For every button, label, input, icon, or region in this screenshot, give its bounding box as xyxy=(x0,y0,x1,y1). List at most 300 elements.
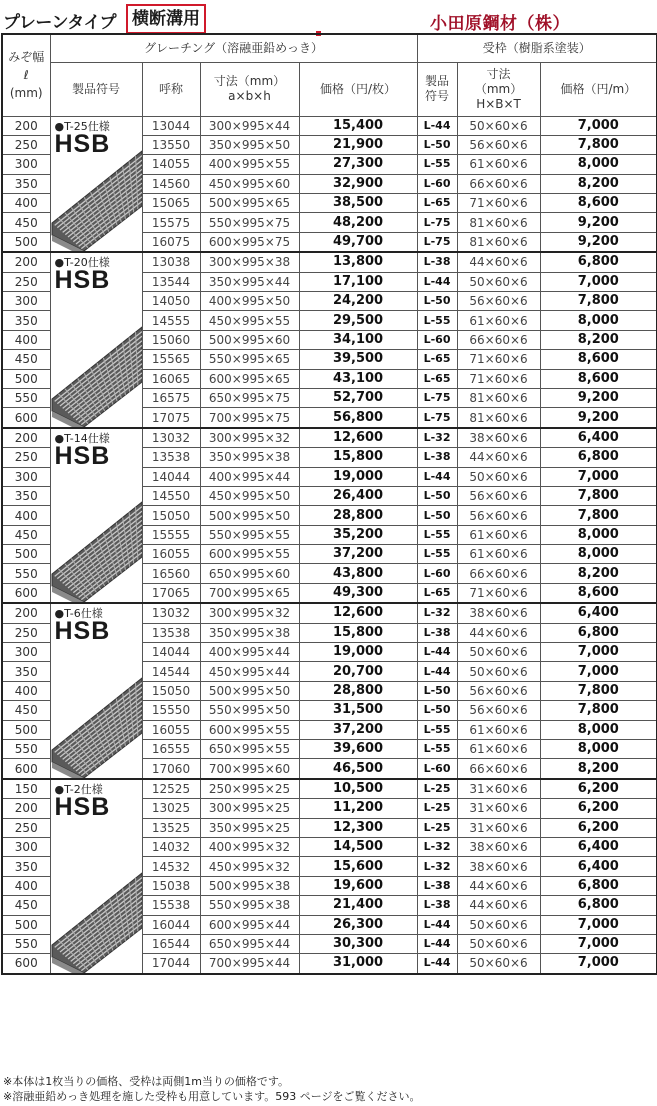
frame-code-cell: L-44 xyxy=(417,954,457,974)
width-cell: 350 xyxy=(2,311,50,330)
price-cell: 15,600 xyxy=(299,857,417,876)
dimensions-cell: 450×995×32 xyxy=(200,857,299,876)
price-cell: 32,900 xyxy=(299,174,417,193)
frame-price-cell: 7,800 xyxy=(540,681,657,700)
frame-dimensions-cell: 44×60×6 xyxy=(457,896,540,915)
dimensions-cell: 300×995×44 xyxy=(200,116,299,135)
frame-code-cell: L-65 xyxy=(417,583,457,603)
frame-code-cell: L-55 xyxy=(417,525,457,544)
col-header-product-code: 製品符号 xyxy=(50,62,142,116)
frame-price-cell: 6,800 xyxy=(540,448,657,467)
width-cell: 600 xyxy=(2,954,50,974)
frame-dimensions-cell: 71×60×6 xyxy=(457,369,540,388)
frame-dimensions-cell: 66×60×6 xyxy=(457,759,540,779)
nominal-cell: 15550 xyxy=(142,701,200,720)
frame-price-cell: 7,800 xyxy=(540,292,657,311)
frame-dimensions-cell: 44×60×6 xyxy=(457,876,540,895)
frame-code-cell: L-38 xyxy=(417,876,457,895)
price-cell: 48,200 xyxy=(299,213,417,232)
width-cell: 450 xyxy=(2,896,50,915)
frame-price-cell: 6,400 xyxy=(540,837,657,856)
nominal-cell: 13025 xyxy=(142,799,200,818)
dimensions-cell: 400×995×32 xyxy=(200,837,299,856)
dimensions-cell: 700×995×60 xyxy=(200,759,299,779)
price-cell: 12,600 xyxy=(299,428,417,448)
dimensions-cell: 600×995×44 xyxy=(200,915,299,934)
grating-image-icon xyxy=(50,779,142,973)
frame-code-cell: L-38 xyxy=(417,623,457,642)
frame-code-cell: L-44 xyxy=(417,272,457,291)
dimensions-cell: 500×995×38 xyxy=(200,876,299,895)
width-cell: 350 xyxy=(2,486,50,505)
frame-dimensions-cell: 71×60×6 xyxy=(457,194,540,213)
nominal-cell: 15065 xyxy=(142,194,200,213)
dim-sub-label: a×b×h xyxy=(228,89,271,103)
frame-price-cell: 7,000 xyxy=(540,954,657,974)
frame-dimensions-cell: 56×60×6 xyxy=(457,506,540,525)
dimensions-cell: 650×995×75 xyxy=(200,388,299,407)
brand-label: HSB xyxy=(54,617,111,646)
dimensions-cell: 350×995×38 xyxy=(200,623,299,642)
dimensions-cell: 500×995×65 xyxy=(200,194,299,213)
frame-price-cell: 7,800 xyxy=(540,506,657,525)
grating-image-icon xyxy=(50,116,142,251)
table-body xyxy=(2,116,657,974)
col-header-nominal: 呼称 xyxy=(142,62,200,116)
frame-price-cell: 6,800 xyxy=(540,623,657,642)
brand-label: HSB xyxy=(54,266,111,295)
frame-code-cell: L-55 xyxy=(417,720,457,739)
width-cell: 200 xyxy=(2,252,50,272)
category-tag: 横断溝用 xyxy=(126,4,206,34)
width-cell: 200 xyxy=(2,428,50,448)
frame-code-cell: L-55 xyxy=(417,311,457,330)
frame-code-cell: L-25 xyxy=(417,799,457,818)
frame-price-cell: 8,000 xyxy=(540,545,657,564)
nominal-cell: 17075 xyxy=(142,408,200,428)
dimensions-cell: 400×995×44 xyxy=(200,643,299,662)
nominal-cell: 16055 xyxy=(142,720,200,739)
price-cell: 19,000 xyxy=(299,643,417,662)
frame-dimensions-cell: 50×60×6 xyxy=(457,662,540,681)
frame-code-cell: L-32 xyxy=(417,857,457,876)
width-cell: 250 xyxy=(2,448,50,467)
dimensions-cell: 400×995×50 xyxy=(200,292,299,311)
dimensions-cell: 550×995×75 xyxy=(200,213,299,232)
frame-price-cell: 7,000 xyxy=(540,643,657,662)
grating-image-icon xyxy=(50,252,142,427)
nominal-cell: 14544 xyxy=(142,662,200,681)
width-cell: 550 xyxy=(2,564,50,583)
frame-code-cell: L-55 xyxy=(417,545,457,564)
price-table xyxy=(1,33,657,975)
frame-dim-label: 寸法 xyxy=(486,66,511,81)
frame-price-cell: 7,800 xyxy=(540,135,657,154)
nominal-cell: 14555 xyxy=(142,311,200,330)
price-cell: 39,500 xyxy=(299,350,417,369)
nominal-cell: 14055 xyxy=(142,155,200,174)
width-cell: 200 xyxy=(2,603,50,623)
frame-dimensions-cell: 50×60×6 xyxy=(457,272,540,291)
frame-dim-sub-label: H×B×T xyxy=(476,96,521,111)
price-cell: 26,300 xyxy=(299,915,417,934)
dimensions-cell: 450×995×44 xyxy=(200,662,299,681)
price-cell: 28,800 xyxy=(299,506,417,525)
nominal-cell: 15060 xyxy=(142,330,200,349)
frame-code-cell: L-25 xyxy=(417,779,457,799)
frame-price-cell: 6,200 xyxy=(540,818,657,837)
nominal-cell: 15050 xyxy=(142,681,200,700)
frame-price-cell: 9,200 xyxy=(540,408,657,428)
nominal-cell: 16575 xyxy=(142,388,200,407)
frame-code-cell: L-50 xyxy=(417,292,457,311)
table-row xyxy=(2,779,657,799)
dimensions-cell: 400×995×44 xyxy=(200,467,299,486)
price-cell: 28,800 xyxy=(299,681,417,700)
frame-dimensions-cell: 61×60×6 xyxy=(457,720,540,739)
width-cell: 400 xyxy=(2,876,50,895)
price-cell: 38,500 xyxy=(299,194,417,213)
width-cell: 300 xyxy=(2,837,50,856)
nominal-cell: 13032 xyxy=(142,603,200,623)
frame-price-cell: 9,200 xyxy=(540,213,657,232)
frame-dimensions-cell: 44×60×6 xyxy=(457,448,540,467)
width-cell: 300 xyxy=(2,155,50,174)
dimensions-cell: 550×995×50 xyxy=(200,701,299,720)
nominal-cell: 14044 xyxy=(142,467,200,486)
price-cell: 15,800 xyxy=(299,623,417,642)
frame-dimensions-cell: 61×60×6 xyxy=(457,740,540,759)
price-cell: 27,300 xyxy=(299,155,417,174)
frame-price-cell: 6,400 xyxy=(540,857,657,876)
dimensions-cell: 250×995×25 xyxy=(200,779,299,799)
frame-code-cell: L-32 xyxy=(417,837,457,856)
dimensions-cell: 300×995×32 xyxy=(200,428,299,448)
width-cell: 300 xyxy=(2,292,50,311)
price-cell: 31,500 xyxy=(299,701,417,720)
width-cell: 250 xyxy=(2,818,50,837)
width-cell: 450 xyxy=(2,213,50,232)
frame-code-cell: L-60 xyxy=(417,174,457,193)
frame-dimensions-cell: 66×60×6 xyxy=(457,330,540,349)
dimensions-cell: 600×995×65 xyxy=(200,369,299,388)
width-cell: 400 xyxy=(2,681,50,700)
frame-dim-unit: （mm） xyxy=(474,81,523,96)
frame-dimensions-cell: 50×60×6 xyxy=(457,934,540,953)
nominal-cell: 17060 xyxy=(142,759,200,779)
dimensions-cell: 350×995×38 xyxy=(200,448,299,467)
frame-code-cell: L-60 xyxy=(417,330,457,349)
nominal-cell: 14550 xyxy=(142,486,200,505)
nominal-cell: 12525 xyxy=(142,779,200,799)
nominal-cell: 13538 xyxy=(142,623,200,642)
frame-price-cell: 8,200 xyxy=(540,564,657,583)
frame-dimensions-cell: 61×60×6 xyxy=(457,311,540,330)
price-cell: 56,800 xyxy=(299,408,417,428)
width-cell: 450 xyxy=(2,701,50,720)
width-cell: 250 xyxy=(2,135,50,154)
price-cell: 52,700 xyxy=(299,388,417,407)
nominal-cell: 13525 xyxy=(142,818,200,837)
width-cell: 550 xyxy=(2,934,50,953)
dimensions-cell: 300×995×25 xyxy=(200,799,299,818)
group-header-frame: 受枠（樹脂系塗装） xyxy=(417,34,657,62)
col-header-width: みぞ幅 ℓ (mm) xyxy=(2,34,50,116)
frame-code-cell: L-75 xyxy=(417,388,457,407)
spec-label: ●T-2仕様 xyxy=(54,782,103,796)
nominal-cell: 13538 xyxy=(142,448,200,467)
frame-price-cell: 9,200 xyxy=(540,388,657,407)
width-cell: 350 xyxy=(2,662,50,681)
price-cell: 49,300 xyxy=(299,583,417,603)
frame-code-cell: L-55 xyxy=(417,740,457,759)
brand-label: HSB xyxy=(54,792,111,821)
width-cell: 300 xyxy=(2,643,50,662)
price-cell: 19,000 xyxy=(299,467,417,486)
dimensions-cell: 550×995×65 xyxy=(200,350,299,369)
price-cell: 15,800 xyxy=(299,448,417,467)
frame-code-cell: L-50 xyxy=(417,486,457,505)
width-cell: 150 xyxy=(2,779,50,799)
frame-code-cell: L-50 xyxy=(417,135,457,154)
price-cell: 24,200 xyxy=(299,292,417,311)
frame-dimensions-cell: 66×60×6 xyxy=(457,174,540,193)
frame-code-cell: L-32 xyxy=(417,603,457,623)
frame-dimensions-cell: 81×60×6 xyxy=(457,388,540,407)
nominal-cell: 14050 xyxy=(142,292,200,311)
frame-code-cell: L-55 xyxy=(417,155,457,174)
frame-price-cell: 8,200 xyxy=(540,174,657,193)
nominal-cell: 13544 xyxy=(142,272,200,291)
dimensions-cell: 500×995×60 xyxy=(200,330,299,349)
dimensions-cell: 600×995×55 xyxy=(200,720,299,739)
frame-dimensions-cell: 61×60×6 xyxy=(457,545,540,564)
width-cell: 450 xyxy=(2,350,50,369)
frame-dimensions-cell: 71×60×6 xyxy=(457,350,540,369)
frame-dimensions-cell: 66×60×6 xyxy=(457,564,540,583)
nominal-cell: 16075 xyxy=(142,232,200,252)
width-cell: 600 xyxy=(2,408,50,428)
frame-price-cell: 6,800 xyxy=(540,252,657,272)
table-row xyxy=(2,603,657,623)
frame-price-cell: 8,600 xyxy=(540,194,657,213)
frame-price-cell: 7,000 xyxy=(540,116,657,135)
width-cell: 500 xyxy=(2,545,50,564)
nominal-cell: 15565 xyxy=(142,350,200,369)
frame-code-cell: L-65 xyxy=(417,194,457,213)
footnote: ※本体は1枚当りの価格、受枠は両側1m当りの価格です。 xyxy=(3,1075,290,1088)
dimensions-cell: 550×995×38 xyxy=(200,896,299,915)
frame-price-cell: 7,000 xyxy=(540,272,657,291)
frame-code-cell: L-44 xyxy=(417,467,457,486)
price-cell: 29,500 xyxy=(299,311,417,330)
price-cell: 34,100 xyxy=(299,330,417,349)
price-cell: 37,200 xyxy=(299,720,417,739)
width-cell: 350 xyxy=(2,174,50,193)
width-cell: 500 xyxy=(2,232,50,252)
price-cell: 31,000 xyxy=(299,954,417,974)
width-cell: 500 xyxy=(2,915,50,934)
width-cell: 400 xyxy=(2,506,50,525)
frame-price-cell: 8,600 xyxy=(540,583,657,603)
frame-code-cell: L-38 xyxy=(417,252,457,272)
table-row xyxy=(2,252,657,272)
frame-price-cell: 6,200 xyxy=(540,779,657,799)
frame-code-cell: L-25 xyxy=(417,818,457,837)
frame-dimensions-cell: 50×60×6 xyxy=(457,116,540,135)
nominal-cell: 13550 xyxy=(142,135,200,154)
frame-code-cell: L-44 xyxy=(417,643,457,662)
nominal-cell: 13032 xyxy=(142,428,200,448)
price-cell: 37,200 xyxy=(299,545,417,564)
width-cell: 600 xyxy=(2,583,50,603)
dimensions-cell: 500×995×50 xyxy=(200,681,299,700)
product-image-cell xyxy=(50,779,142,974)
frame-code-cell: L-32 xyxy=(417,428,457,448)
nominal-cell: 14532 xyxy=(142,857,200,876)
width-cell: 550 xyxy=(2,740,50,759)
frame-price-cell: 6,400 xyxy=(540,428,657,448)
nominal-cell: 16544 xyxy=(142,934,200,953)
width-cell: 400 xyxy=(2,330,50,349)
dimensions-cell: 400×995×55 xyxy=(200,155,299,174)
nominal-cell: 16555 xyxy=(142,740,200,759)
nominal-cell: 13038 xyxy=(142,252,200,272)
spec-label: ●T-20仕様 xyxy=(54,256,110,270)
frame-dimensions-cell: 38×60×6 xyxy=(457,837,540,856)
frame-dimensions-cell: 81×60×6 xyxy=(457,408,540,428)
col-header-frame-code: 製品符号 xyxy=(417,62,457,116)
frame-code-cell: L-60 xyxy=(417,759,457,779)
price-cell: 15,400 xyxy=(299,116,417,135)
frame-price-cell: 8,200 xyxy=(540,759,657,779)
width-cell: 200 xyxy=(2,799,50,818)
footnote: ※溶融亜鉛めっき処理を施した受枠も用意しています。593 ページをご覧ください。 xyxy=(3,1090,421,1103)
frame-dimensions-cell: 56×60×6 xyxy=(457,486,540,505)
table-row xyxy=(2,116,657,135)
width-cell: 350 xyxy=(2,857,50,876)
frame-dimensions-cell: 61×60×6 xyxy=(457,525,540,544)
frame-price-cell: 7,800 xyxy=(540,701,657,720)
price-cell: 39,600 xyxy=(299,740,417,759)
frame-dimensions-cell: 56×60×6 xyxy=(457,292,540,311)
width-cell: 450 xyxy=(2,525,50,544)
price-cell: 26,400 xyxy=(299,486,417,505)
group-header-grating: グレーチング（溶融亜鉛めっき） xyxy=(50,34,417,62)
col-header-frame-price: 価格（円/m） xyxy=(540,62,657,116)
frame-code-cell: L-38 xyxy=(417,896,457,915)
frame-code-cell: L-44 xyxy=(417,662,457,681)
price-cell: 19,600 xyxy=(299,876,417,895)
grating-image-icon xyxy=(50,603,142,778)
nominal-cell: 14560 xyxy=(142,174,200,193)
brand-label: HSB xyxy=(54,441,111,470)
price-cell: 43,100 xyxy=(299,369,417,388)
maker-name: 小田原鋼材（株） xyxy=(430,14,570,34)
frame-code-cell: L-50 xyxy=(417,681,457,700)
frame-price-cell: 7,000 xyxy=(540,915,657,934)
page-title: プレーンタイプ xyxy=(3,13,116,33)
nominal-cell: 15050 xyxy=(142,506,200,525)
frame-code-cell: L-44 xyxy=(417,934,457,953)
price-cell: 21,400 xyxy=(299,896,417,915)
dimensions-cell: 450×995×60 xyxy=(200,174,299,193)
dimensions-cell: 450×995×50 xyxy=(200,486,299,505)
dimensions-cell: 700×995×44 xyxy=(200,954,299,974)
price-cell: 49,700 xyxy=(299,232,417,252)
price-cell: 43,800 xyxy=(299,564,417,583)
price-cell: 14,500 xyxy=(299,837,417,856)
frame-dimensions-cell: 44×60×6 xyxy=(457,252,540,272)
dimensions-cell: 700×995×65 xyxy=(200,583,299,603)
frame-code-cell: L-50 xyxy=(417,701,457,720)
frame-dimensions-cell: 56×60×6 xyxy=(457,681,540,700)
frame-code-cell: L-38 xyxy=(417,448,457,467)
dimensions-cell: 300×995×32 xyxy=(200,603,299,623)
frame-price-cell: 7,000 xyxy=(540,467,657,486)
price-cell: 21,900 xyxy=(299,135,417,154)
frame-dimensions-cell: 81×60×6 xyxy=(457,232,540,252)
frame-price-cell: 8,600 xyxy=(540,350,657,369)
col-header-dimensions xyxy=(200,62,299,116)
spec-label: ●T-25仕様 xyxy=(54,119,110,133)
frame-price-cell: 8,000 xyxy=(540,155,657,174)
nominal-cell: 16044 xyxy=(142,915,200,934)
grating-image-icon xyxy=(50,428,142,603)
width-cell: 600 xyxy=(2,759,50,779)
frame-dimensions-cell: 38×60×6 xyxy=(457,603,540,623)
dimensions-cell: 650×995×55 xyxy=(200,740,299,759)
frame-price-cell: 9,200 xyxy=(540,232,657,252)
price-cell: 46,500 xyxy=(299,759,417,779)
frame-dimensions-cell: 38×60×6 xyxy=(457,428,540,448)
frame-price-cell: 6,400 xyxy=(540,603,657,623)
dimensions-cell: 300×995×38 xyxy=(200,252,299,272)
dimensions-cell: 600×995×55 xyxy=(200,545,299,564)
dimensions-cell: 550×995×55 xyxy=(200,525,299,544)
width-cell: 200 xyxy=(2,116,50,135)
col-header-frame-dimensions xyxy=(457,62,540,116)
price-cell: 35,200 xyxy=(299,525,417,544)
nominal-cell: 16065 xyxy=(142,369,200,388)
nominal-cell: 15575 xyxy=(142,213,200,232)
frame-price-cell: 6,800 xyxy=(540,896,657,915)
frame-price-cell: 8,200 xyxy=(540,330,657,349)
nominal-cell: 14044 xyxy=(142,643,200,662)
width-cell: 250 xyxy=(2,623,50,642)
nominal-cell: 15555 xyxy=(142,525,200,544)
frame-dimensions-cell: 50×60×6 xyxy=(457,643,540,662)
product-image-cell xyxy=(50,428,142,604)
dimensions-cell: 350×995×50 xyxy=(200,135,299,154)
frame-price-cell: 8,000 xyxy=(540,311,657,330)
dim-label: 寸法（mm） xyxy=(213,74,286,88)
frame-price-cell: 8,600 xyxy=(540,369,657,388)
price-cell: 20,700 xyxy=(299,662,417,681)
spec-label: ●T-6仕様 xyxy=(54,607,103,621)
frame-price-cell: 7,000 xyxy=(540,934,657,953)
nominal-cell: 17044 xyxy=(142,954,200,974)
frame-price-cell: 8,000 xyxy=(540,740,657,759)
frame-code-cell: L-75 xyxy=(417,408,457,428)
width-cell: 300 xyxy=(2,467,50,486)
frame-price-cell: 7,800 xyxy=(540,486,657,505)
frame-code-cell: L-50 xyxy=(417,506,457,525)
frame-price-cell: 6,200 xyxy=(540,799,657,818)
frame-dimensions-cell: 31×60×6 xyxy=(457,799,540,818)
price-cell: 17,100 xyxy=(299,272,417,291)
width-cell: 550 xyxy=(2,388,50,407)
